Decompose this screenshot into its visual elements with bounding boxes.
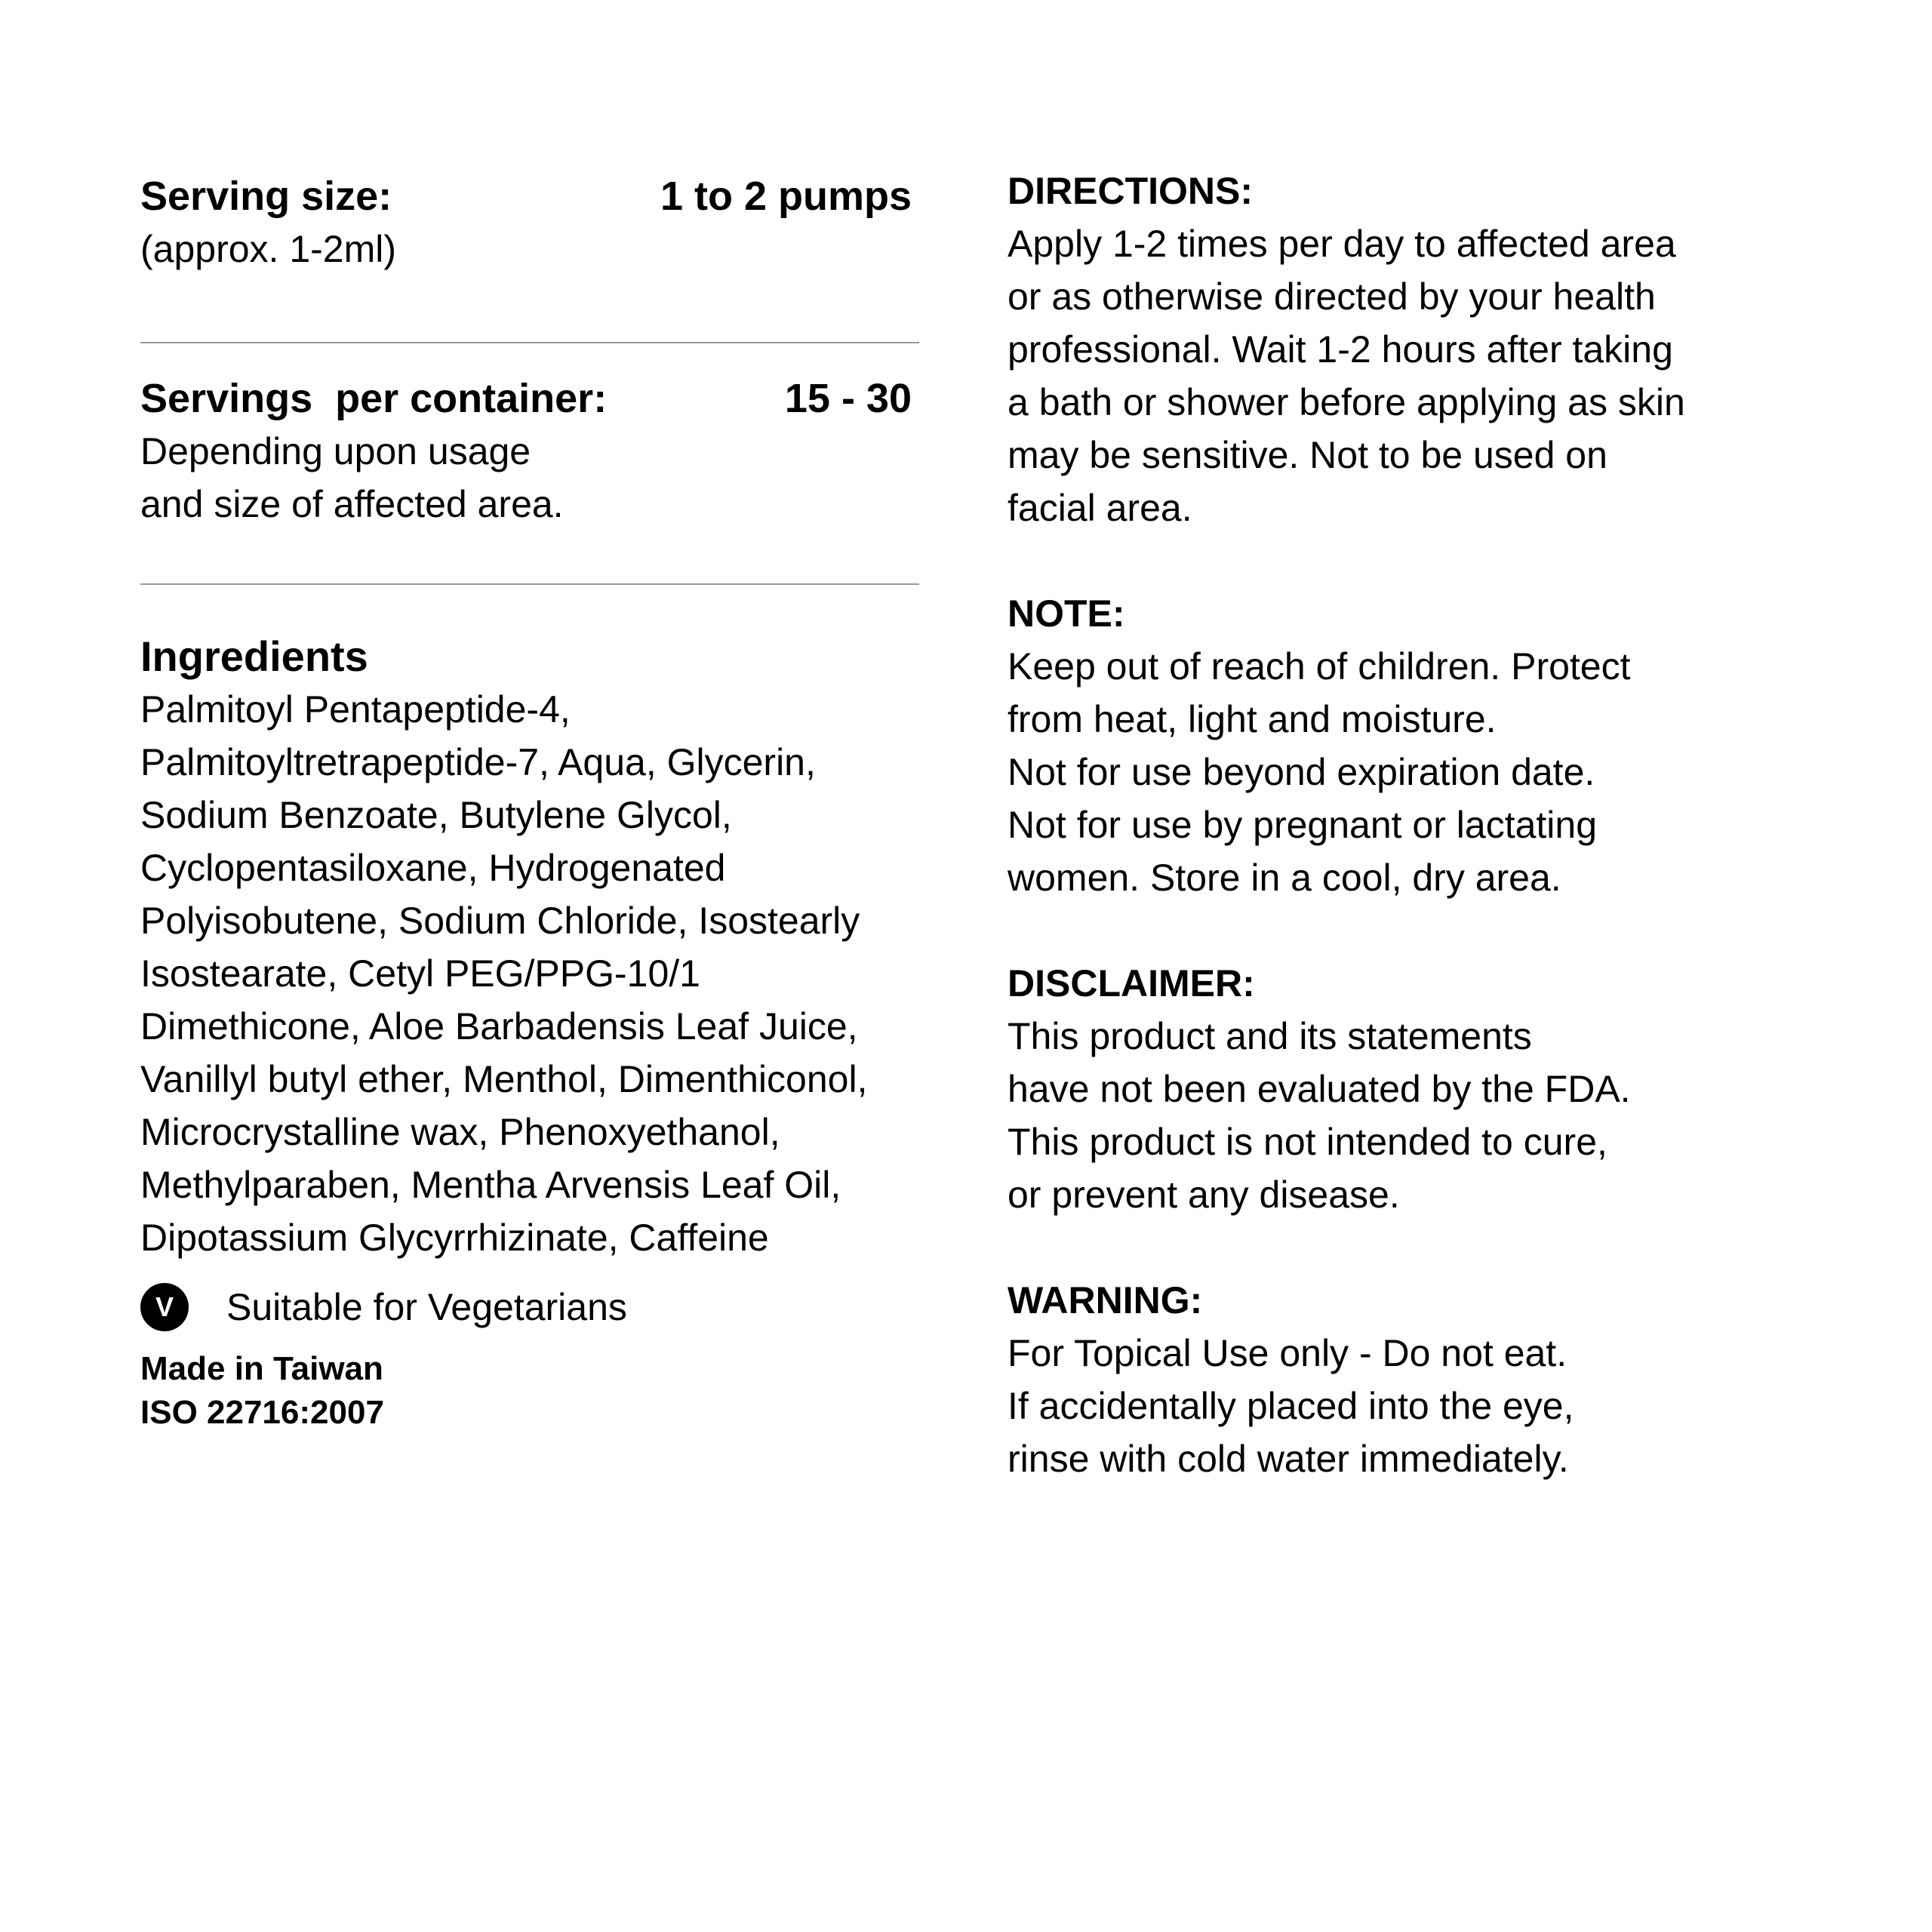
disclaimer-title: DISCLAIMER: — [1008, 962, 1255, 1004]
divider — [140, 583, 919, 585]
iso-text: ISO 22716:2007 — [140, 1394, 384, 1431]
note-title: NOTE: — [1008, 592, 1125, 635]
servings-per-container-row — [140, 372, 919, 425]
left-column — [140, 170, 919, 1435]
ingredients-list: Palmitoyl Pentapeptide-4, Palmitoyltretrapeptide-7, Aqua, Glycerin, Sodium Benzoate, Butylene Glycol, Cyclopentasiloxane, Hydrogenated Polyisobutene, Sodium Chloride, Isostearly Isostearate, Cetyl PEG/PPG-10/1 Dimethicone, Aloe Barbadensis Leaf Juice, Vanillyl butyl ether, Menthol, Dimenthiconol, Microcrystalline wax, Phenoxyethanol, Methylparaben, Mentha Arvensis Leaf Oil, Dipotassium Glycyrrhizinate, Caffeine — [140, 688, 868, 1259]
directions-text: Apply 1-2 times per day to affected area or as otherwise directed by your health professional. Wait 1-2 hours after taking a bath or shower before applying as skin may be sensitive. Not to be used on facial area. — [1008, 223, 1685, 529]
note-section — [1008, 587, 1857, 904]
vegetarian-label: Suitable for Vegetarians — [226, 1286, 627, 1328]
serving-size-label: Serving size: — [140, 174, 392, 219]
right-column — [1008, 165, 1857, 1485]
origin-info — [140, 1347, 919, 1435]
warning-section — [1008, 1274, 1857, 1485]
disclaimer-section — [1008, 957, 1857, 1221]
serving-size-value: 1 to 2 pumps — [660, 174, 912, 219]
warning-title: WARNING: — [1008, 1279, 1203, 1321]
ingredients-title: Ingredients — [140, 632, 368, 680]
serving-size-row — [140, 170, 919, 223]
directions-title: DIRECTIONS: — [1008, 170, 1253, 212]
warning-text: For Topical Use only - Do not eat. If accidentally placed into the eye, rinse with cold water immediately. — [1008, 1332, 1574, 1480]
servings-per-container-note: Depending upon usage and size of affected area. — [140, 430, 564, 525]
vegetarian-icon: V — [140, 1283, 189, 1331]
servings-per-container-value: 15 - 30 — [784, 376, 912, 421]
made-in-text: Made in Taiwan — [140, 1350, 383, 1387]
servings-per-container-label: Servings per container: — [140, 376, 608, 421]
note-text: Keep out of reach of children. Protect from heat, light and moisture. Not for use beyond expiration date. Not for use by pregnant or lactating women. Store in a cool, dry area. — [1008, 645, 1631, 899]
divider — [140, 342, 919, 343]
vegetarian-badge — [140, 1281, 919, 1334]
disclaimer-text: This product and its statements have not been evaluated by the FDA. This product is not intended to cure, or prevent any disease. — [1008, 1015, 1631, 1216]
directions-section — [1008, 165, 1857, 534]
serving-size-note: (approx. 1-2ml) — [140, 228, 396, 270]
